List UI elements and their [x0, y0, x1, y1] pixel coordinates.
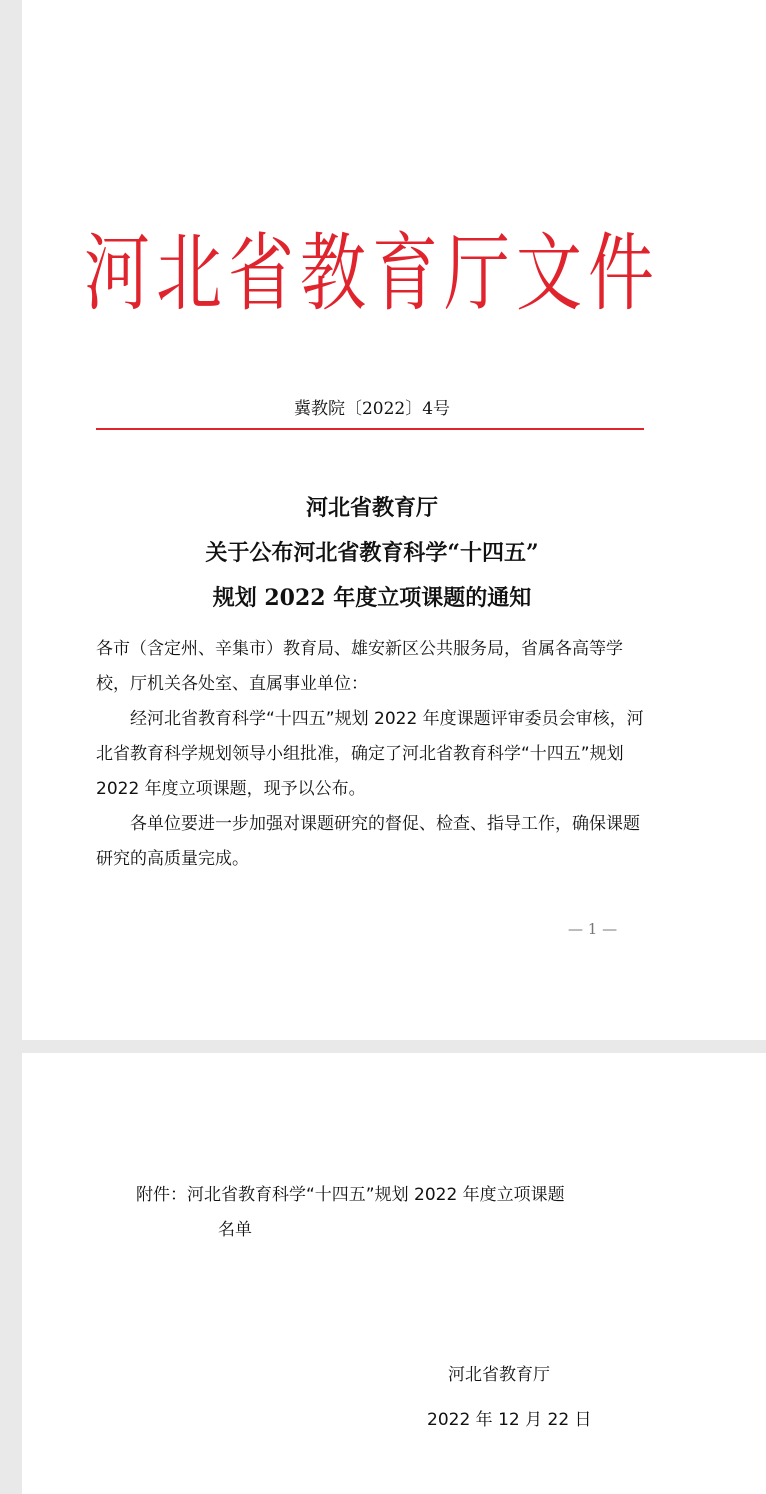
attachment-line-2: 名单: [218, 1220, 252, 1240]
notice-title: [0, 486, 744, 621]
issue-date: 2022 年 12 月 22 日: [427, 1410, 592, 1430]
title-line-2: 关于公布河北省教育科学“十四五”: [205, 540, 539, 566]
body-paragraph-1: 经河北省教育科学“十四五”规划 2022 年度课题评审委员会审核，河北省教育科学规划领导小组批准，确定了河北省教育科学“十四五”规划 2022 年度立项课题，现予以公布。: [96, 709, 644, 799]
red-divider-line: [96, 428, 644, 430]
masthead-title: 河北省教育厅文件: [84, 224, 660, 323]
attachment-note: [136, 1178, 565, 1248]
addressee-paragraph: 各市（含定州、辛集市）教育局、雄安新区公共服务局，省属各高等学校，厅机关各处室、直属事业单位：: [96, 639, 623, 694]
title-line-3: 规划 2022 年度立项课题的通知: [212, 585, 532, 611]
notice-body: [96, 632, 656, 877]
page-number: — 1 —: [568, 920, 618, 938]
title-line-1: 河北省教育厅: [305, 495, 438, 521]
body-paragraph-2: 各单位要进一步加强对课题研究的督促、检查、指导工作，确保课题研究的高质量完成。: [96, 814, 640, 869]
document-page-2: [22, 1053, 766, 1494]
issuer-signature: 河北省教育厅: [448, 1365, 550, 1385]
document-number: 冀教院〔2022〕4号: [293, 399, 451, 419]
attachment-line-1: 附件：河北省教育科学“十四五”规划 2022 年度立项课题: [136, 1185, 565, 1205]
